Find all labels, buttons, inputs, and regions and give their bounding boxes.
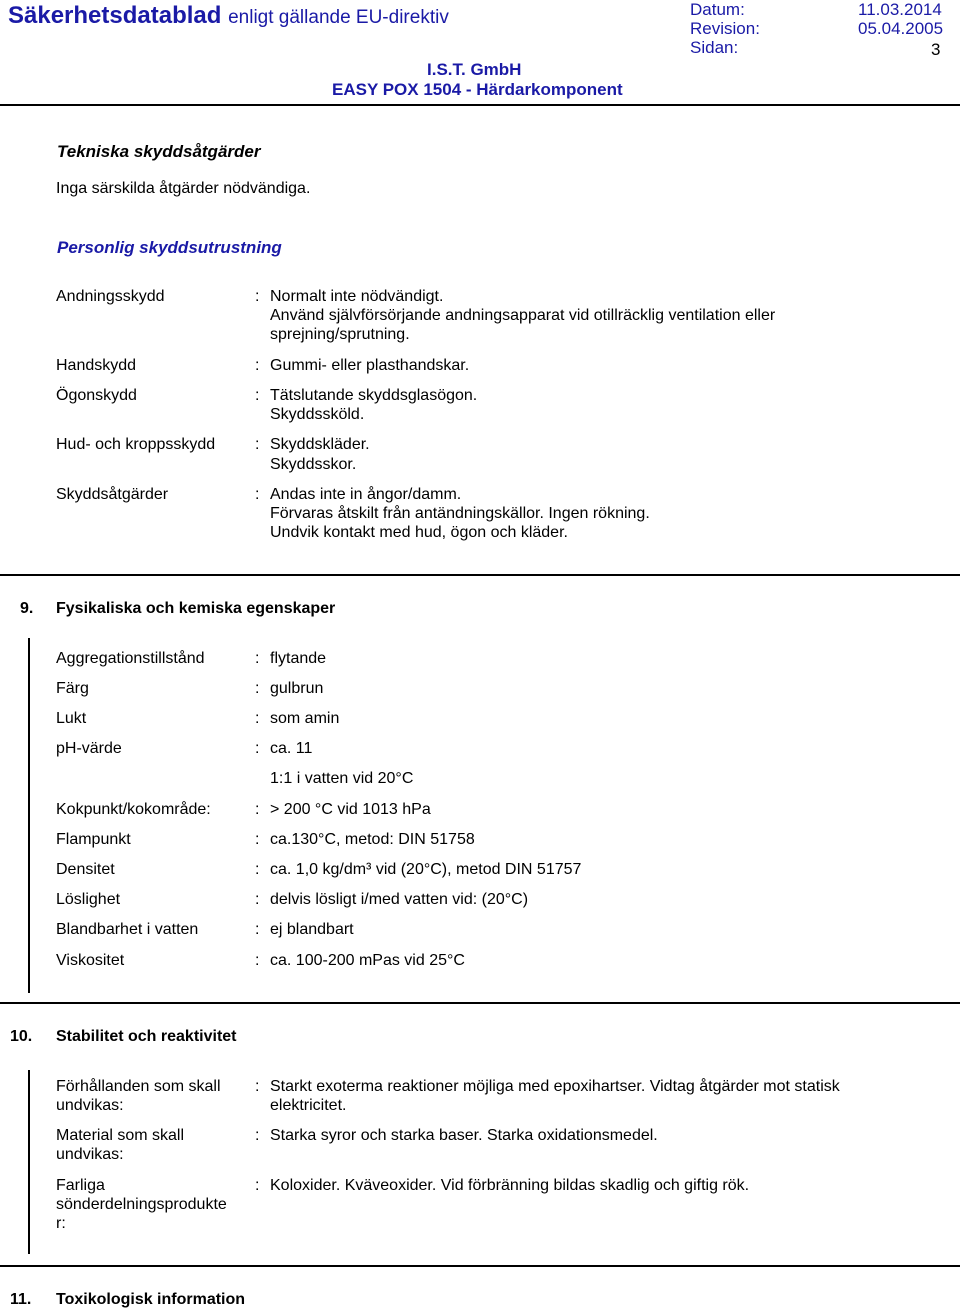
separator: : [255,740,260,757]
ppe-value: Skyddsskor. [270,456,357,473]
separator: : [255,357,260,374]
title-suffix: enligt gällande EU-direktiv [228,7,449,28]
ppe-label: Handskydd [56,357,137,374]
ppe-value: Skyddssköld. [270,406,365,423]
ppe-heading: Personlig skyddsutrustning [57,238,282,257]
separator: : [255,921,260,938]
ppe-value: Undvik kontakt med hud, ögon och kläder. [270,524,568,541]
condition-value: Starka syror och starka baser. Starka oxidationsmedel. [270,1127,658,1144]
separator: : [255,801,260,818]
section-11-divider [0,1265,960,1267]
ppe-label: Skyddsåtgärder [56,486,169,503]
document-title [8,2,449,30]
property-label: pH-värde [56,740,122,757]
condition-label: undvikas: [56,1097,124,1114]
ppe-value: Använd självförsörjande andningsapparat vid otillräcklig ventilation eller [270,307,776,324]
ppe-value: sprejning/sprutning. [270,326,410,343]
ppe-value: Skyddskläder. [270,436,370,453]
condition-label: Material som skall [56,1127,185,1144]
property-label: Aggregationstillstånd [56,650,205,667]
separator: : [255,952,260,969]
property-value: ca. 1,0 kg/dm³ vid (20°C), metod DIN 51757 [270,861,582,878]
separator: : [255,288,260,305]
section-9-title: Fysikaliska och kemiska egenskaper [56,600,336,617]
property-value: delvis lösligt i/med vatten vid: (20°C) [270,891,529,908]
condition-label: undvikas: [56,1146,124,1163]
separator: : [255,1127,260,1144]
property-label: Kokpunkt/kokområde: [56,801,211,818]
separator: : [255,1177,260,1194]
tech-text: Inga särskilda åtgärder nödvändiga. [56,180,311,197]
property-value: ca.130°C, metod: DIN 51758 [270,831,475,848]
page-label: Sidan: [690,38,739,57]
tech-heading: Tekniska skyddsåtgärder [57,142,261,161]
property-value: gulbrun [270,680,324,697]
condition-label: Farliga [56,1177,105,1194]
section-11-title: Toxikologisk information [56,1291,246,1308]
section-9-number: 9. [20,600,34,617]
condition-value: Starkt exoterma reaktioner möjliga med epoxihartser. Vidtag åtgärder mot statisk [270,1078,840,1095]
property-label: Flampunkt [56,831,131,848]
property-value: 1:1 i vatten vid 20°C [270,770,414,787]
product-name: EASY POX 1504 - Härdarkomponent [332,80,623,99]
ppe-value: Normalt inte nödvändigt. [270,288,444,305]
condition-value: Koloxider. Kväveoxider. Vid förbränning bildas skadlig och giftig rök. [270,1177,750,1194]
section-9-divider [0,574,960,576]
separator: : [255,891,260,908]
revision-value: 05.04.2005 [858,19,944,38]
separator: : [255,650,260,667]
section-11-number: 11. [10,1291,32,1308]
property-label: Lukt [56,710,87,727]
date-label: Datum: [690,0,745,19]
section-9-margin-bar [28,638,30,993]
ppe-value: Förvaras åtskilt från antändningskällor. Ingen rökning. [270,505,650,522]
property-label: Blandbarhet i vatten [56,921,199,938]
company-name: I.S.T. GmbH [427,60,522,79]
property-value: som amin [270,710,340,727]
condition-label: sönderdelningsprodukte [56,1196,227,1213]
ppe-value: Tätslutande skyddsglasögon. [270,387,478,404]
revision-label: Revision: [690,19,760,38]
property-value: ca. 11 [270,740,313,757]
ppe-label: Ögonskydd [56,387,137,404]
title-main: Säkerhetsdatablad [8,2,222,29]
section-10-margin-bar [28,1070,30,1254]
section-10-number: 10. [10,1028,33,1045]
property-value: > 200 °C vid 1013 hPa [270,801,431,818]
ppe-label: Hud- och kroppsskydd [56,436,216,453]
ppe-value: Andas inte in ångor/damm. [270,486,462,503]
ppe-value: Gummi- eller plasthandskar. [270,357,470,374]
property-value: ej blandbart [270,921,354,938]
page-value: 3 [931,40,941,59]
separator: : [255,861,260,878]
property-value: ca. 100-200 mPas vid 25°C [270,952,465,969]
property-label: Densitet [56,861,115,878]
ppe-label: Andningsskydd [56,288,165,305]
separator: : [255,1078,260,1095]
date-value: 11.03.2014 [858,0,942,19]
separator: : [255,486,260,503]
section-10-divider [0,1002,960,1004]
property-label: Färg [56,680,89,697]
separator: : [255,831,260,848]
separator: : [255,680,260,697]
separator: : [255,436,260,453]
separator: : [255,710,260,727]
condition-label: Förhållanden som skall [56,1078,221,1095]
property-value: flytande [270,650,327,667]
condition-label: r: [56,1215,66,1232]
section-10-title: Stabilitet och reaktivitet [56,1028,237,1045]
condition-value: elektricitet. [270,1097,347,1114]
separator: : [255,387,260,404]
property-label: Viskositet [56,952,125,969]
header-divider [0,104,960,106]
property-label: Löslighet [56,891,121,908]
